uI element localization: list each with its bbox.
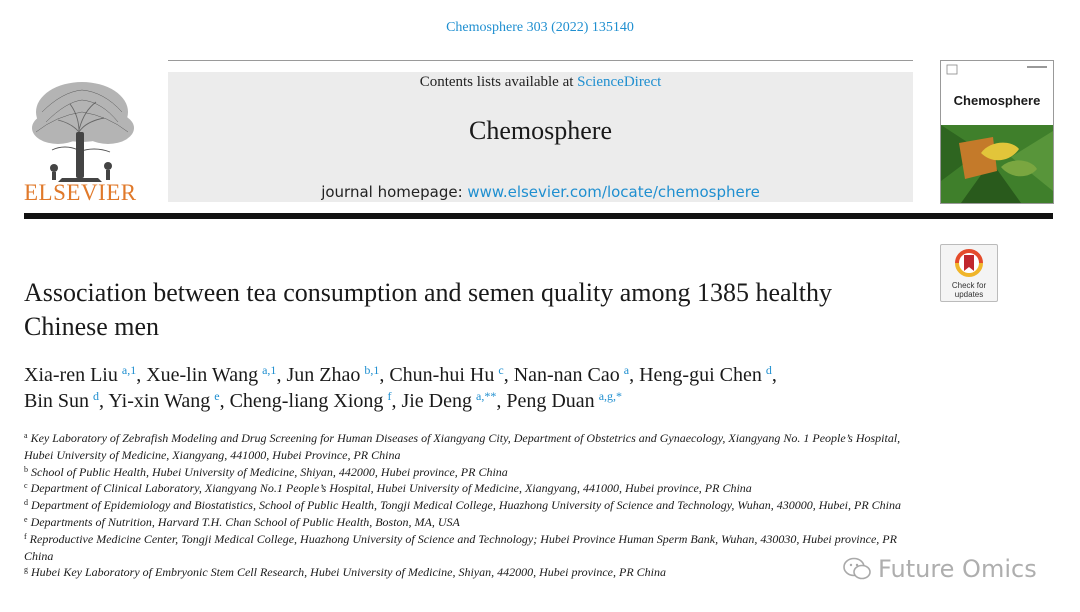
author-name[interactable]: Jun Zhao bbox=[286, 364, 361, 386]
affiliation-text: Departments of Nutrition, Harvard T.H. Chan School of Public Health, Boston, MA, USA bbox=[30, 514, 460, 529]
author-name[interactable]: Yi-xin Wang bbox=[108, 390, 211, 412]
author-affiliation-marker[interactable]: c bbox=[498, 363, 504, 377]
author[interactable] bbox=[639, 364, 772, 386]
author-separator: , bbox=[219, 390, 230, 412]
elsevier-wordmark: ELSEVIER bbox=[24, 180, 137, 205]
author[interactable] bbox=[108, 390, 219, 412]
watermark-text: Future Omics bbox=[878, 555, 1037, 583]
affiliation-g bbox=[24, 564, 924, 581]
affiliation-text: Department of Epidemiology and Biostatistics, School of Public Health, Tongji Medical College, Huazhong University of Science and Technology, Wuhan, 430000, Hubei, PR China bbox=[31, 498, 902, 513]
cover-artwork bbox=[941, 61, 1053, 203]
author-affiliation-marker[interactable]: d bbox=[765, 363, 772, 377]
homepage-prefix: journal homepage: bbox=[321, 183, 468, 201]
journal-name: Chemosphere bbox=[469, 116, 612, 145]
affiliation-key: f bbox=[24, 531, 27, 541]
author-affiliation-marker[interactable]: f bbox=[387, 389, 392, 403]
author[interactable] bbox=[506, 390, 622, 412]
author-name[interactable]: Xue-lin Wang bbox=[146, 364, 259, 386]
journal-citation[interactable] bbox=[0, 20, 1080, 36]
author-name[interactable]: Nan-nan Cao bbox=[513, 364, 620, 386]
author-name[interactable]: Peng Duan bbox=[506, 390, 595, 412]
author-affiliation-marker[interactable]: e bbox=[214, 389, 220, 403]
check-label-line1: Check for bbox=[951, 281, 987, 290]
affiliation-f bbox=[24, 531, 924, 565]
affiliation-key: a bbox=[24, 431, 28, 440]
author-name[interactable]: Xia-ren Liu bbox=[24, 364, 118, 386]
author-separator: , bbox=[496, 390, 507, 412]
affiliation-b bbox=[24, 464, 924, 481]
check-for-updates-button[interactable] bbox=[940, 244, 998, 302]
affiliation-list bbox=[24, 430, 924, 581]
author-affiliation-marker[interactable]: a,1 bbox=[121, 363, 137, 377]
author[interactable] bbox=[24, 390, 99, 412]
author[interactable] bbox=[514, 364, 629, 386]
author-affiliation-marker[interactable]: a bbox=[623, 363, 630, 377]
author-affiliation-marker[interactable]: d bbox=[93, 389, 100, 403]
affiliation-text: School of Public Health, Hubei University of Medicine, Shiyan, 442000, Hubei province, PR China bbox=[31, 464, 508, 479]
affiliation-key: b bbox=[24, 464, 28, 474]
author-name[interactable]: Cheng-liang Xiong bbox=[229, 390, 384, 412]
affiliation-c bbox=[24, 480, 924, 497]
bookmark-icon bbox=[941, 245, 997, 281]
author-name[interactable]: Heng-gui Chen bbox=[639, 364, 762, 386]
affiliation-text: Reproductive Medicine Center, Tongji Medical College, Huazhong University of Science and Technology; Hubei Province Human Sperm Bank, Wuhan, 430030, Hubei province, PR China bbox=[24, 531, 897, 563]
contents-line bbox=[168, 74, 913, 91]
header-divider bbox=[168, 60, 913, 61]
author-separator: , bbox=[379, 364, 390, 386]
affiliation-key: g bbox=[24, 565, 28, 575]
article-title: Association between tea consumption and semen quality among 1385 healthy Chinese men bbox=[24, 278, 832, 341]
author-separator: , bbox=[276, 364, 287, 386]
author-name[interactable]: Jie Deng bbox=[401, 390, 472, 412]
affiliation-e bbox=[24, 514, 924, 531]
author-separator: , bbox=[629, 364, 640, 386]
watermark bbox=[842, 552, 1052, 586]
check-label-line2: updates bbox=[954, 290, 984, 299]
author-affiliation-marker[interactable]: a,** bbox=[476, 389, 497, 403]
author-name[interactable]: Bin Sun bbox=[24, 390, 90, 412]
citation-link[interactable]: Chemosphere 303 (2022) 135140 bbox=[446, 20, 634, 35]
author-affiliation-marker[interactable]: a,g,* bbox=[598, 389, 623, 403]
affiliation-key: c bbox=[24, 481, 28, 491]
affiliation-a bbox=[24, 430, 924, 464]
author-separator: , bbox=[503, 364, 514, 386]
author[interactable] bbox=[401, 390, 496, 412]
cover-title: Chemosphere bbox=[953, 93, 1041, 108]
author[interactable] bbox=[24, 364, 136, 386]
author[interactable] bbox=[146, 364, 276, 386]
journal-cover[interactable] bbox=[940, 60, 1054, 204]
homepage-line bbox=[168, 183, 913, 201]
affiliation-key: d bbox=[24, 498, 28, 508]
contents-prefix: Contents lists available at bbox=[419, 74, 578, 90]
affiliation-key: e bbox=[24, 514, 28, 524]
author-separator: , bbox=[136, 364, 147, 386]
author-separator: , bbox=[391, 390, 402, 412]
author[interactable] bbox=[286, 364, 379, 386]
affiliation-text: Key Laboratory of Zebrafish Modeling and Drug Screening for Human Diseases of Xiangyang City, Department of Obstetrics and Gynaecology, Xiangyang No. 1 People’s Hospital, Hubei University of Medicine, Xiangyang, 441000, Hubei Province, PR China bbox=[24, 431, 901, 462]
wechat-icon bbox=[842, 556, 872, 582]
affiliation-text: Hubei Key Laboratory of Embryonic Stem Cell Research, Hubei University of Medicine, Shiyan, 442000, Hubei province, PR China bbox=[31, 565, 666, 580]
author-affiliation-marker[interactable]: b,1 bbox=[364, 363, 380, 377]
author-separator: , bbox=[771, 364, 777, 386]
affiliation-d bbox=[24, 497, 924, 514]
author-affiliation-marker[interactable]: a,1 bbox=[262, 363, 277, 377]
author[interactable] bbox=[230, 390, 392, 412]
affiliation-text: Department of Clinical Laboratory, Xiangyang No.1 People’s Hospital, Hubei University of Medicine, Xiangyang, 441000, Hubei province, PR China bbox=[30, 481, 752, 496]
journal-masthead bbox=[168, 72, 913, 202]
journal-homepage-link[interactable]: www.elsevier.com/locate/chemosphere bbox=[467, 183, 760, 201]
check-for-updates-label bbox=[941, 281, 997, 299]
sciencedirect-link[interactable]: ScienceDirect bbox=[577, 74, 662, 90]
author-separator: , bbox=[99, 390, 109, 412]
author[interactable] bbox=[389, 364, 503, 386]
author-name[interactable]: Chun-hui Hu bbox=[389, 364, 495, 386]
author-list bbox=[24, 362, 924, 414]
masthead-bottom-rule bbox=[24, 213, 1053, 219]
